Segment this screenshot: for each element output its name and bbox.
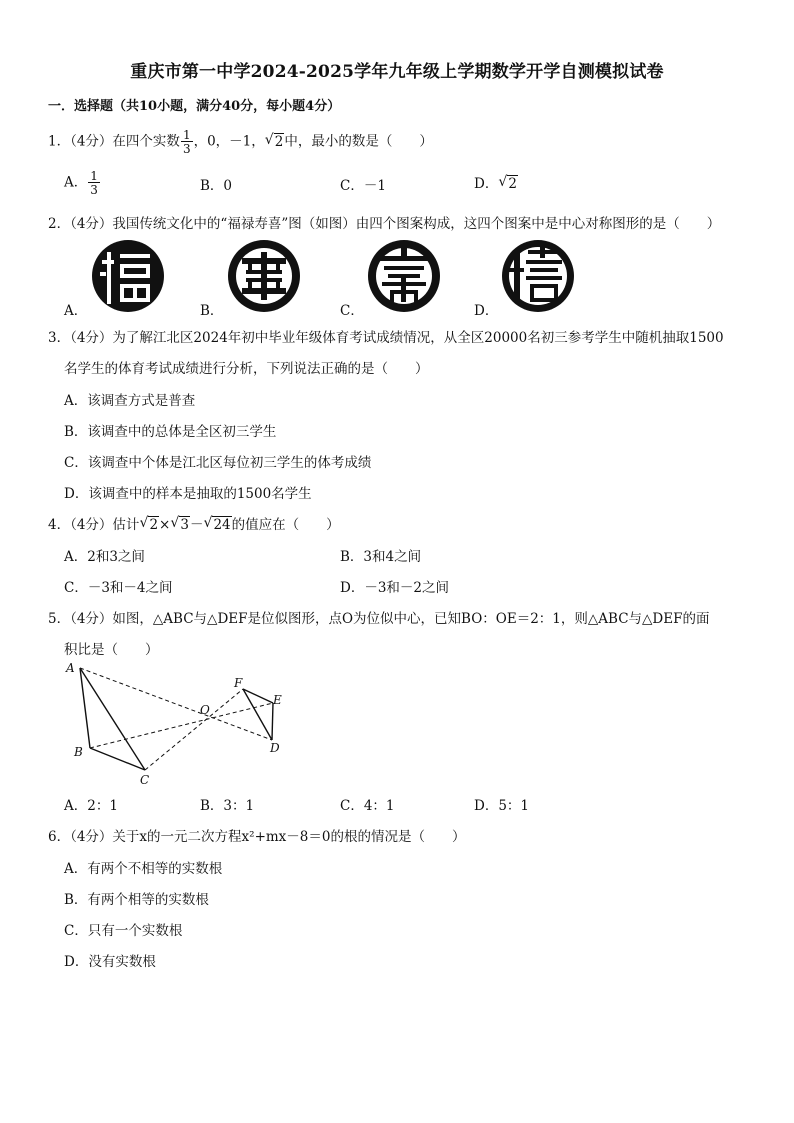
question-5-stem-line1: 5．（4分）如图，△ABC与△DEF是位似图形，点O为位似中心，已知BO：OE＝2：1，则△ABC与△DEF的面 (48, 611, 710, 627)
q1-option-d[interactable]: D．√ 2 (474, 172, 518, 192)
q4-option-b[interactable]: B．3和4之间 (340, 549, 422, 565)
q5-option-d[interactable]: D．5：1 (474, 798, 530, 814)
question-2-stem: 2．（4分）我国传统文化中的“福禄寿喜”图（如图）由四个图案构成，这四个图案中是中心对称图形的是（ ） (48, 216, 721, 232)
fraction: $\frac{1}{3}$ (182, 128, 191, 156)
q4-option-d[interactable]: D．－3和－2之间 (340, 580, 450, 596)
q2-option-d[interactable]: D． (474, 303, 499, 319)
q3-option-a[interactable]: A．该调查方式是普查 (64, 393, 196, 409)
point-label-b: B (74, 745, 83, 759)
sqrt-expression: √ 2 (265, 134, 285, 150)
q1-stem-part: ，0，－1， (193, 133, 265, 150)
fraction: $\frac{1}{3}$ (90, 169, 98, 197)
section-heading: 一．选择题（共10小题，满分40分，每小题4分） (48, 99, 341, 114)
q2-option-a[interactable]: A． (64, 303, 88, 319)
q4-option-a[interactable]: A．2和3之间 (64, 549, 145, 565)
q4-option-c[interactable]: C．－3和－4之间 (64, 580, 173, 596)
q1-option-c[interactable]: C．－1 (340, 178, 386, 194)
point-label-d: D (270, 741, 280, 755)
q1-option-b[interactable]: B．0 (200, 178, 233, 194)
point-label-o: O (200, 703, 210, 717)
segment-ab (80, 668, 90, 748)
point-label-a: A (66, 661, 75, 675)
segment-fd (243, 689, 272, 740)
fu-seal-icon (90, 238, 166, 314)
q1-option-a[interactable]: A． $\frac{1}{3}$ (64, 169, 98, 197)
q6-option-d[interactable]: D．没有实数根 (64, 954, 156, 970)
sqrt-expression: √ 3 (170, 517, 190, 533)
q6-option-b[interactable]: B．有两个相等的实数根 (64, 892, 209, 908)
dashed-ad (80, 668, 272, 740)
question-6-stem: 6．（4分）关于x的一元二次方程x²+mx－8＝0的根的情况是（ ） (48, 829, 466, 845)
segment-bc (90, 748, 145, 770)
q5-option-c[interactable]: C．4：1 (340, 798, 395, 814)
sqrt-expression: √ 24 (203, 517, 231, 533)
point-label-f: F (234, 676, 243, 690)
similar-triangles-figure (60, 660, 300, 790)
question-3-stem-line2: 名学生的体育考试成绩进行分析，下列说法正确的是（ ） (64, 361, 429, 377)
q3-option-d[interactable]: D．该调查中的样本是抽取的1500名学生 (64, 486, 312, 502)
sqrt-expression: √ 2 (498, 176, 518, 192)
q1-stem-part: 1．（4分）在四个实数 (48, 133, 180, 150)
shou-seal-icon (366, 238, 442, 314)
point-label-e: E (273, 693, 282, 707)
point-label-c: C (140, 773, 150, 787)
q2-option-b[interactable]: B． (200, 303, 224, 319)
segment-ed (272, 703, 273, 740)
page-title: 重庆市第一中学2024-2025学年九年级上学期数学开学自测模拟试卷 (130, 62, 664, 82)
q6-option-a[interactable]: A．有两个不相等的实数根 (64, 861, 223, 877)
dashed-cf (145, 689, 243, 770)
q5-option-b[interactable]: B．3：1 (200, 798, 255, 814)
lu-seal-icon (226, 238, 302, 314)
sqrt-expression: √ 2 (139, 517, 159, 533)
question-5-stem-line2: 积比是（ ） (64, 642, 159, 658)
q5-option-a[interactable]: A．2：1 (64, 798, 118, 814)
q1-stem-part: 中，最小的数是（ ） (284, 133, 433, 150)
xi-seal-icon (500, 238, 576, 314)
q2-option-c[interactable]: C． (340, 303, 364, 319)
question-3-stem-line1: 3．（4分）为了解江北区2024年初中毕业年级体育考试成绩情况，从全区20000名初三参考学生中随机抽取1500 (48, 330, 724, 346)
question-4-stem: 4．（4分）估计√ 2×√ 3－√ 24的值应在（ ） (48, 513, 340, 533)
q6-option-c[interactable]: C．只有一个实数根 (64, 923, 183, 939)
segment-ac (80, 668, 145, 770)
q3-option-b[interactable]: B．该调查中的总体是全区初三学生 (64, 424, 277, 440)
q3-option-c[interactable]: C．该调查中个体是江北区每位初三学生的体考成绩 (64, 455, 372, 471)
question-1-stem (48, 129, 433, 155)
